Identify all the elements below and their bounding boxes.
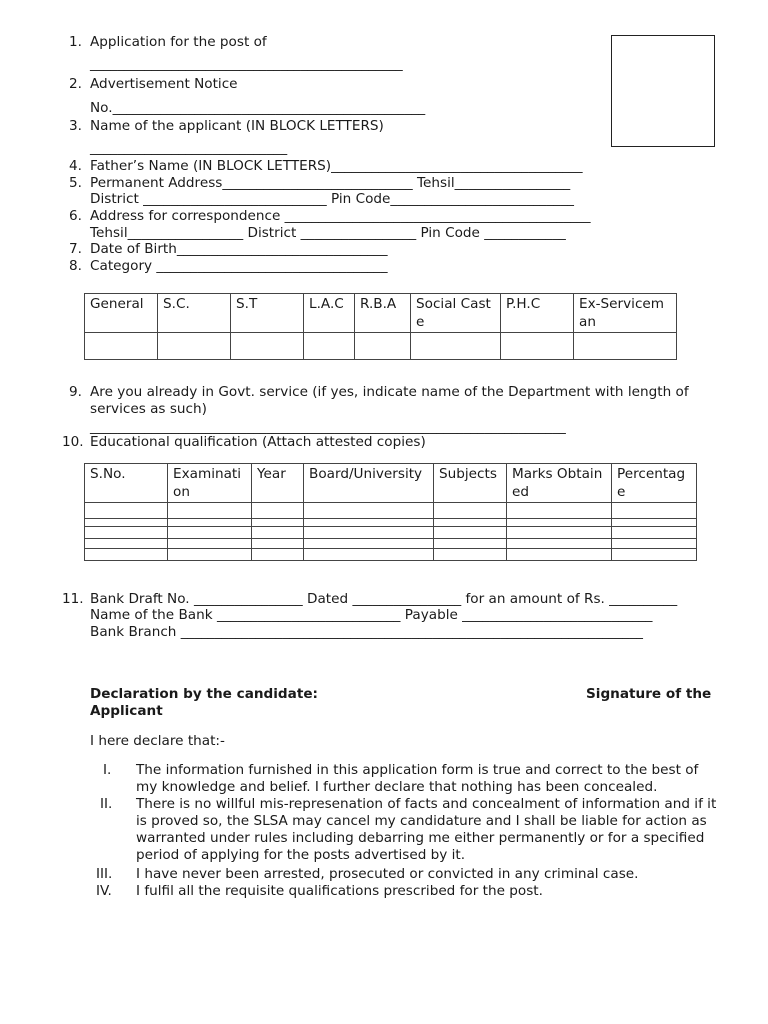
table-row	[85, 539, 697, 549]
education-cell[interactable]	[85, 527, 168, 539]
item-number: 8.	[69, 258, 82, 274]
point-number: IV.	[96, 883, 112, 899]
item-number: 6.	[69, 208, 82, 224]
declaration-intro: I here declare that:-	[90, 733, 225, 749]
advertisement-label: Advertisement Notice	[90, 76, 238, 92]
category-header: L.A.C	[304, 294, 355, 333]
item-number: 10.	[62, 434, 84, 450]
photo-box	[611, 35, 715, 147]
category-header: S.C.	[158, 294, 231, 333]
education-cell[interactable]	[434, 519, 507, 527]
category-field[interactable]: Category __________________________________	[90, 258, 388, 274]
education-cell[interactable]	[85, 539, 168, 549]
education-cell[interactable]	[612, 549, 697, 561]
item-number: 5.	[69, 175, 82, 191]
education-cell[interactable]	[304, 527, 434, 539]
declaration-point: I have never been arrested, prosecuted or convicted in any criminal case.	[136, 866, 639, 882]
education-cell[interactable]	[507, 503, 612, 519]
education-cell[interactable]	[304, 503, 434, 519]
bank-name-field[interactable]: Name of the Bank ___________________________ Payable ____________________________	[90, 607, 653, 623]
education-header: Examination	[168, 464, 252, 503]
item-number: 1.	[69, 34, 82, 50]
bank-branch-field[interactable]: Bank Branch ____________________________________________________________________	[90, 624, 643, 640]
education-cell[interactable]	[252, 527, 304, 539]
govt-service-input-line[interactable]: ______________________________________________________________________	[90, 419, 566, 435]
education-cell[interactable]	[507, 527, 612, 539]
item-number: 2.	[69, 76, 82, 92]
education-cell[interactable]	[434, 527, 507, 539]
point-number: II.	[100, 796, 113, 812]
declaration-point: There is no willful mis-represenation of facts and concealment of information and if it is proved so, the SLSA may cancel my candidature and I shall be liable for action as warranted under rules including debarring me either permanently or for a specified period of applying for the posts advertised by it.	[136, 796, 717, 863]
point-number: I.	[103, 762, 112, 778]
education-cell[interactable]	[304, 519, 434, 527]
category-cell[interactable]	[158, 333, 231, 360]
education-cell[interactable]	[85, 519, 168, 527]
govt-service-label: Are you already in Govt. service (if yes, indicate name of the Department with length of	[90, 384, 689, 400]
education-cell[interactable]	[168, 503, 252, 519]
declaration-title: Declaration by the candidate:	[90, 686, 318, 702]
item-number: 7.	[69, 241, 82, 257]
signature-text: Signature of the Applicant	[90, 686, 712, 719]
table-row	[85, 549, 697, 561]
education-cell[interactable]	[612, 503, 697, 519]
education-cell[interactable]	[612, 519, 697, 527]
table-row	[85, 527, 697, 539]
bank-draft-field[interactable]: Bank Draft No. ________________ Dated ________________ for an amount of Rs. __________	[90, 591, 678, 607]
category-header: General	[85, 294, 158, 333]
category-header: S.T	[231, 294, 304, 333]
category-header: Social Caste	[411, 294, 501, 333]
education-cell[interactable]	[252, 519, 304, 527]
education-cell[interactable]	[507, 549, 612, 561]
item-number: 11.	[62, 591, 84, 607]
education-cell[interactable]	[612, 539, 697, 549]
education-table	[84, 463, 697, 561]
education-cell[interactable]	[252, 539, 304, 549]
correspondence-address-field[interactable]: Address for correspondence _____________________________________________	[90, 208, 591, 224]
table-row	[85, 503, 697, 519]
education-header: S.No.	[85, 464, 168, 503]
education-cell[interactable]	[168, 527, 252, 539]
point-number: III.	[96, 866, 113, 882]
education-cell[interactable]	[168, 519, 252, 527]
education-header: Year	[252, 464, 304, 503]
category-cell[interactable]	[231, 333, 304, 360]
education-cell[interactable]	[168, 549, 252, 561]
education-cell[interactable]	[85, 503, 168, 519]
education-cell[interactable]	[304, 549, 434, 561]
education-header: Marks Obtained	[507, 464, 612, 503]
declaration-point: I fulfil all the requisite qualifications prescribed for the post.	[136, 883, 543, 899]
district-pincode-field[interactable]: District ___________________________ Pin Code___________________________	[90, 191, 574, 207]
post-input-line[interactable]: ______________________________________________	[90, 56, 403, 72]
applicant-name-label: Name of the applicant (IN BLOCK LETTERS)	[90, 118, 384, 134]
education-cell[interactable]	[252, 503, 304, 519]
advertisement-no-input-line[interactable]: No.______________________________________________	[90, 100, 426, 116]
education-header: Subjects	[434, 464, 507, 503]
education-header: Percentage	[612, 464, 697, 503]
declaration-point: The information furnished in this application form is true and correct to the best of my knowledge and belief. I further declare that nothing has been concealed.	[136, 762, 699, 795]
category-header: P.H.C	[501, 294, 574, 333]
category-cell[interactable]	[85, 333, 158, 360]
category-cell[interactable]	[574, 333, 677, 360]
education-cell[interactable]	[304, 539, 434, 549]
table-row	[85, 519, 697, 527]
category-table	[84, 293, 677, 360]
education-cell[interactable]	[434, 539, 507, 549]
dob-field[interactable]: Date of Birth_______________________________	[90, 241, 388, 257]
education-cell[interactable]	[434, 503, 507, 519]
applicant-name-input-line[interactable]: _____________________________	[90, 140, 288, 156]
education-cell[interactable]	[434, 549, 507, 561]
education-cell[interactable]	[507, 539, 612, 549]
category-cell[interactable]	[501, 333, 574, 360]
category-cell[interactable]	[304, 333, 355, 360]
category-cell[interactable]	[355, 333, 411, 360]
govt-service-label-cont: services as such)	[90, 401, 207, 417]
category-header: Ex-Serviceman	[574, 294, 677, 333]
education-label: Educational qualification (Attach attested copies)	[90, 434, 426, 450]
education-cell[interactable]	[507, 519, 612, 527]
item-number: 3.	[69, 118, 82, 134]
item-number: 4.	[69, 158, 82, 174]
signature-label	[90, 686, 716, 720]
tehsil-district-pincode-field[interactable]: Tehsil_________________ District _________________ Pin Code ____________	[90, 225, 566, 241]
permanent-address-field[interactable]: Permanent Address____________________________ Tehsil_________________	[90, 175, 571, 191]
father-name-field[interactable]: Father’s Name (IN BLOCK LETTERS)_____________________________________	[90, 158, 583, 174]
category-header: R.B.A	[355, 294, 411, 333]
education-cell[interactable]	[612, 527, 697, 539]
education-cell[interactable]	[168, 539, 252, 549]
education-cell[interactable]	[85, 549, 168, 561]
education-header: Board/University	[304, 464, 434, 503]
item-number: 9.	[69, 384, 82, 400]
education-cell[interactable]	[252, 549, 304, 561]
category-cell[interactable]	[411, 333, 501, 360]
post-label: Application for the post of	[90, 34, 267, 50]
